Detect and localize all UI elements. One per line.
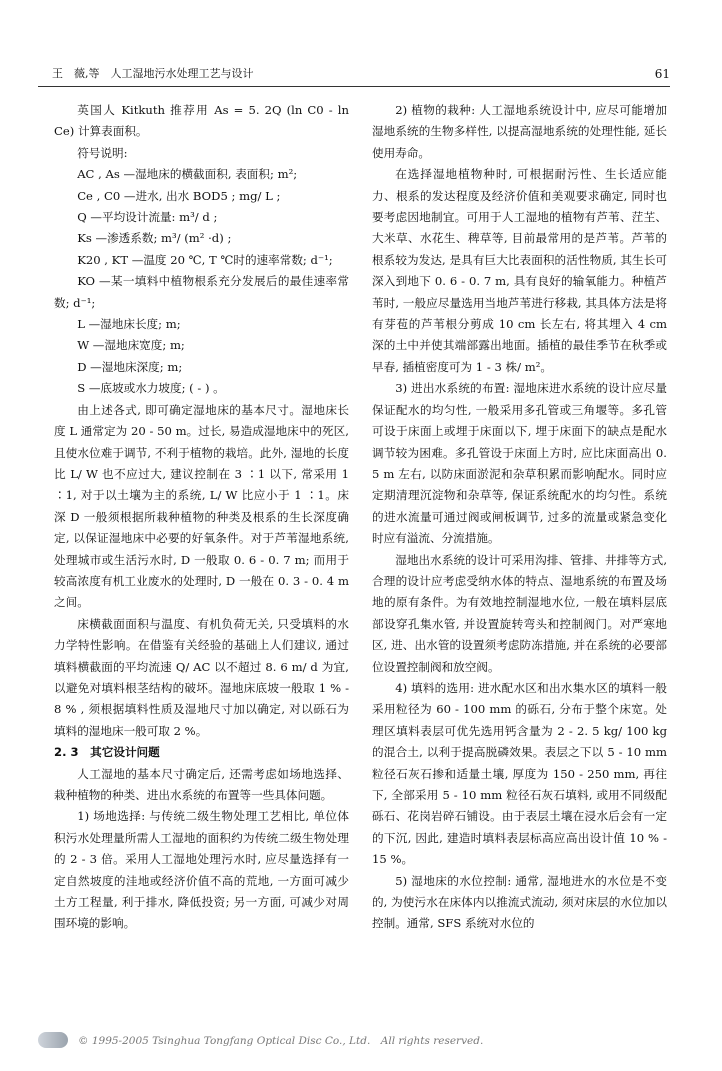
- symbol-item: K20 , KT —温度 20 ℃, T ℃时的速率常数; d⁻¹;: [77, 252, 333, 267]
- body-paragraph: 床横截面面积与温度、有机负荷无关, 只受填料的水力学特性影响。在借鉴有关经验的基础上人们建议, 通过填料横截面的平均流速 Q/ AC 以不超过 8. 6 m/ d 为宜, 以避免对填料根茎结构的破坏。湿地床底坡一般取 1 % - 8 % , 须根据填料性质及湿地尺寸加以确定, 对以砾石为填料的湿地床一般可取 2 %。: [54, 616, 349, 738]
- section-heading: 2. 3 其它设计问题: [54, 745, 160, 760]
- symbols-title: 符号说明:: [77, 145, 128, 160]
- symbol-item: L —湿地床长度; m;: [77, 317, 181, 332]
- body-paragraph: 3) 进出水系统的布置: 湿地床进水系统的设计应尽量保证配水的均匀性, 一般采用多孔管或三角堰等。多孔管可设于床面上或埋于床面以下, 埋于床面下的缺点是配水调节较为困难。多孔管设于床面上方时, 应比床面高出 0. 5 m 左右, 以防床面淤泥和杂草积累而影响配水。同时应定期清理沉淀物和杂草等, 保证系统配水的均匀性。系统的进水流量可通过阀或闸板调节, 过多的流量或紧急变化时应有溢流、分流措施。: [372, 381, 667, 546]
- symbol-item: S —底坡或水力坡度; ( - ) 。: [77, 381, 225, 396]
- body-paragraph: 人工湿地的基本尺寸确定后, 还需考虑如场地选择、栽种植物的种类、进出水系统的布置等一些具体问题。: [54, 766, 349, 802]
- body-paragraph: 由上述各式, 即可确定湿地床的基本尺寸。湿地床长度 L 通常定为 20 - 50 m。过长, 易造成湿地床中的死区, 且使水位难于调节, 不利于植物的栽培。此外, 湿地的长度比 L/ W 也不应过大, 建议控制在 3 ∶1 以下, 常采用 1 ∶1, 对于以土壤为主的系统, L/ W 比应小于 1 ∶1。床深 D 一般须根据所栽种植物的种类及根系的生长深度确定, 以保证湿地床中必要的好氧条件。对于芦苇湿地系统, 处理城市或生活污水时, D 一般取 0. 6 - 0. 7 m; 而用于较高浓度有机工业废水的处理时, D 一般在 0. 3 - 0. 4 m 之间。: [54, 402, 349, 610]
- right-column: [372, 100, 667, 935]
- left-column: [54, 100, 349, 935]
- body-paragraph: 2) 植物的栽种: 人工湿地系统设计中, 应尽可能增加湿地系统的生物多样性, 以提高湿地系统的处理性能, 延长使用寿命。: [372, 103, 667, 160]
- symbol-item: W —湿地床宽度; m;: [77, 338, 185, 353]
- symbol-item: AC , As —湿地床的横截面积, 表面积; m²;: [77, 167, 298, 182]
- symbol-item: KO —某一填料中植物根系充分发展后的最佳速率常数; d⁻¹;: [54, 274, 349, 310]
- body-paragraph: 1) 场地选择: 与传统二级生物处理工艺相比, 单位体积污水处理量所需人工湿地的面积约为传统二级生物处理的 2 - 3 倍。采用人工湿地处理污水时, 应尽量选择有一定自然坡度的洼地或经济价值不高的荒地, 一方面可减少土方工程量, 利于排水, 降低投资; 另一方面, 可减少对周围环境的影响。: [54, 809, 349, 931]
- symbol-item: Ce , C0 —进水, 出水 BOD5 ; mg/ L ;: [77, 188, 281, 203]
- body-paragraph: 4) 填料的选用: 进水配水区和出水集水区的填料一般采用粒径为 60 - 100 mm 的砾石, 分布于整个床宽。处理区填料表层可优先选用钙含量为 2 - 2. 5 kg/ 100 kg 的混合土, 以利于提高脱磷效果。表层之下以 5 - 10 mm 粒径石灰石掺和适量土壤, 厚度为 150 - 250 mm, 再往下, 全部采用 5 - 10 mm 粒径石灰石填料, 或用不同级配砾石、花岗岩碎石铺设。由于表层土壤在浸水后会有一定的下沉, 因此, 建造时填料表层标高应高出设计值 10 % - 15 %。: [372, 680, 667, 867]
- body-paragraph: 5) 湿地床的水位控制: 通常, 湿地进水的水位是不变的, 为使污水在床体内以推流式流动, 须对床层的水位加以控制。通常, SFS 系统对水位的: [372, 873, 667, 931]
- symbol-item: Q —平均设计流量: m³/ d ;: [77, 210, 218, 225]
- formula-paragraph: 英国人 Kitkuth 推荐用 As = 5. 2Q (ln C0 - ln Ce) 计算表面积。: [54, 103, 349, 139]
- symbol-item: Ks —渗透系数; m³/ (m² ·d) ;: [77, 231, 232, 246]
- page-footer: [38, 1029, 483, 1051]
- body-paragraph: 在选择湿地植物种时, 可根据耐污性、生长适应能力、根系的发达程度及经济价值和美观要求确定, 同时也要考虑因地制宜。可用于人工湿地的植物有芦苇、茳芏、大米草、水花生、稗草等, 目前最常用的是芦苇。芦苇的根系较为发达, 是具有巨大比表面积的活性物质, 其生长可深入到地下 0. 6 - 0. 7 m, 具有良好的输氧能力。种植芦苇时, 一般应尽量选用当地芦苇进行移栽, 其具体方法是将有芽苞的芦苇根分剪成 10 cm 长左右, 将其埋入 4 cm 深的土中并使其端部露出地面。插植的最佳季节在秋季或早春, 插植密度可为 1 - 3 株/ m²。: [372, 167, 667, 374]
- page-number: 61: [654, 67, 670, 81]
- body-paragraph: 湿地出水系统的设计可采用沟排、管排、井排等方式, 合理的设计应考虑受纳水体的特点、湿地系统的布置及场地的原有条件。为有效地控制湿地水位, 一般在填料层底部设穿孔集水管, 并设置旋转弯头和控制阀门。对严寒地区, 进、出水管的设置须考虑防冻措施, 并在系统的必要部位设置控制阀和放空阀。: [372, 552, 667, 674]
- symbol-item: D —湿地床深度; m;: [77, 359, 183, 374]
- running-title: 王 薇,等 人工湿地污水处理工艺与设计: [52, 67, 254, 80]
- running-header: [38, 66, 670, 87]
- copyright-notice: © 1995-2005 Tsinghua Tongfang Optical Disc Co., Ltd. All rights reserved.: [78, 1034, 484, 1047]
- publisher-logo-icon: [38, 1032, 68, 1048]
